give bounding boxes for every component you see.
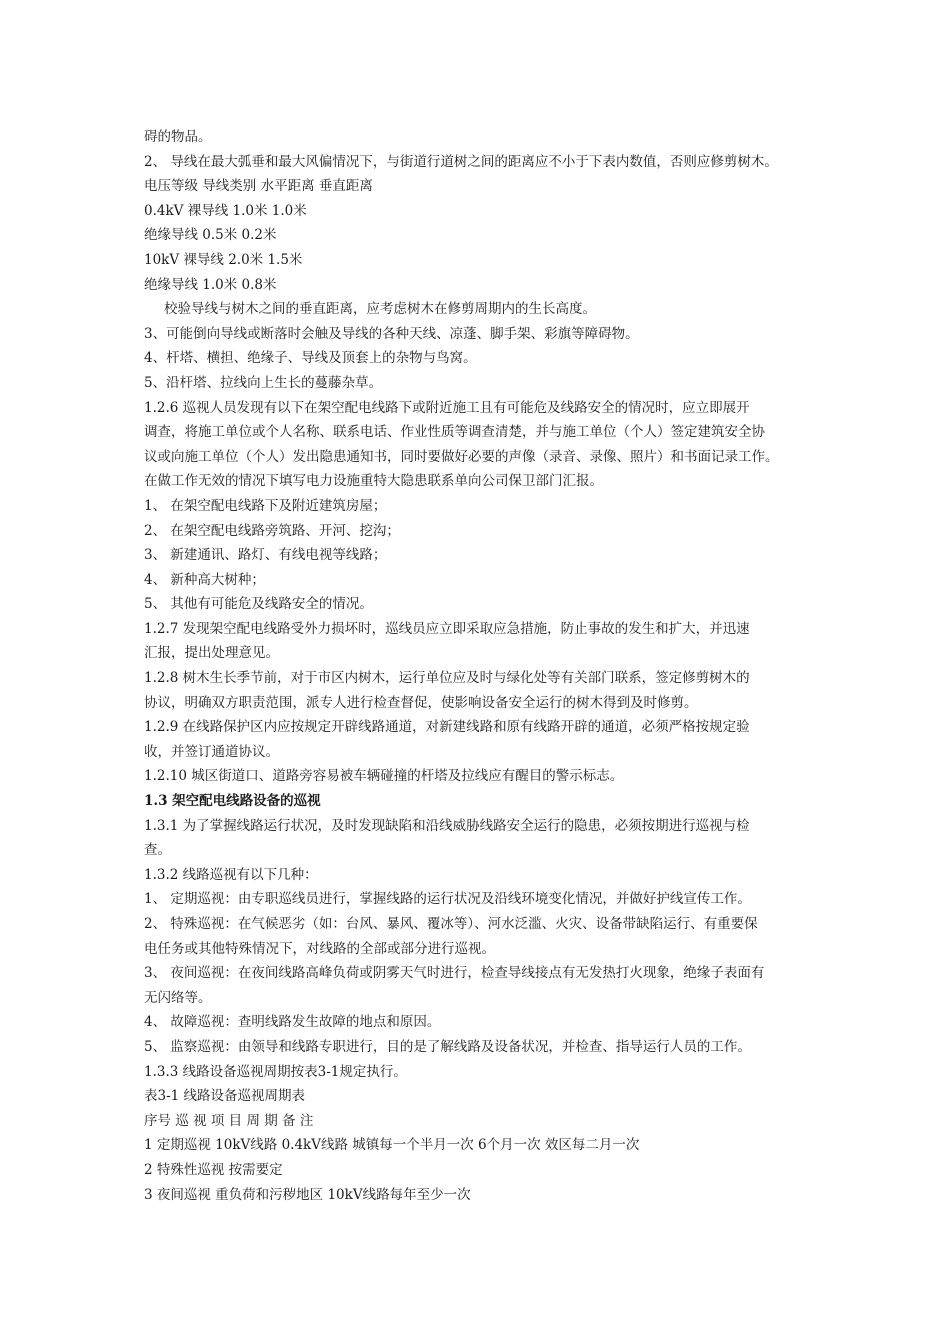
- text-line: 1.3.2 线路巡视有以下几种：: [144, 866, 318, 883]
- text-line: 1、 在架空配电线路下及附近建筑房屋；: [144, 497, 387, 514]
- text-line: 1.2.9 在线路保护区内应按规定开辟线路通道，对新建线路和原有线路开辟的通道，必须严格按规定验: [144, 719, 750, 736]
- text-line: 3、可能倒向导线或断落时会触及导线的各种天线、凉蓬、脚手架、彩旗等障碍物。: [144, 325, 639, 342]
- text-line: 电任务或其他特殊情况下，对线路的全部或部分进行巡视。: [144, 940, 495, 957]
- text-line: 2、 特殊巡视：在气候恶劣（如：台风、暴风、覆冰等）、河水泛滥、火灾、设备带缺陷运行、有重要保: [144, 916, 758, 932]
- document-body: [144, 125, 824, 1207]
- text-line: 4、杆塔、横担、绝缘子、导线及顶套上的杂物与鸟窝。: [144, 350, 477, 367]
- text-line: 无闪络等。: [144, 989, 212, 1006]
- text-line: 1.3.3 线路设备巡视周期按表3-1规定执行。: [144, 1063, 407, 1080]
- text-line: 绝缘导线 1.0米 0.8米: [144, 276, 277, 293]
- text-line: 校验导线与树木之间的垂直距离，应考虑树木在修剪周期内的生长高度。: [164, 301, 596, 318]
- text-line: 议或向施工单位（个人）发出隐患通知书，同时要做好必要的声像（录音、录像、照片）和书面记录工作。: [144, 448, 779, 465]
- text-line: 序号 巡 视 项 目 周 期 备 注: [144, 1112, 314, 1129]
- text-line: 表3-1 线路设备巡视周期表: [144, 1088, 306, 1105]
- text-line: 5、沿杆塔、拉线向上生长的蔓藤杂草。: [144, 374, 383, 391]
- section-heading: 1.3 架空配电线路设备的巡视: [144, 793, 321, 810]
- text-line: 电压等级 导线类别 水平距离 垂直距离: [144, 178, 373, 195]
- text-line: 5、 其他有可能危及线路安全的情况。: [144, 596, 373, 613]
- text-line: 1.2.10 城区街道口、道路旁容易被车辆碰撞的杆塔及拉线应有醒目的警示标志。: [144, 768, 624, 785]
- text-line: 2 特殊性巡视 按需要定: [144, 1161, 283, 1178]
- text-line: 0.4kV 裸导线 1.0米 1.0米: [144, 202, 307, 219]
- text-line: 1.3.1 为了掌握线路运行状况，及时发现缺陷和沿线威胁线路安全运行的隐患，必须按期进行巡视与检: [144, 817, 750, 834]
- text-line: 协议，明确双方职责范围，派专人进行检查督促，使影响设备安全运行的树木得到及时修剪。: [144, 694, 698, 711]
- text-line: 调查，将施工单位或个人名称、联系电话、作业性质等调查清楚，并与施工单位（个人）签定建筑安全协: [144, 424, 765, 441]
- text-line: 3 夜间巡视 重负荷和污秽地区 10kV线路每年至少一次: [144, 1186, 471, 1203]
- text-line: 4、 新种高大树种；: [144, 571, 265, 588]
- text-line: 绝缘导线 0.5米 0.2米: [144, 227, 277, 244]
- text-line: 碍的物品。: [144, 129, 212, 145]
- text-line: 汇报，提出处理意见。: [144, 645, 279, 662]
- text-line: 1、 定期巡视：由专职巡线员进行，掌握线路的运行状况及沿线环境变化情况，并做好护线宣传工作。: [144, 891, 751, 908]
- text-line: 2、 在架空配电线路旁筑路、开河、挖沟；: [144, 522, 400, 539]
- text-line: 查。: [144, 842, 171, 859]
- text-line: 10kV 裸导线 2.0米 1.5米: [144, 251, 303, 268]
- text-line: 1.2.6 巡视人员发现有以下在架空配电线路下或附近施工且有可能危及线路安全的情况时，应立即展开: [144, 399, 750, 416]
- text-line: 3、 夜间巡视：在夜间线路高峰负荷或阴雾天气时进行，检查导线接点有无发热打火现象，绝缘子表面有: [144, 965, 765, 982]
- text-line: 4、 故障巡视：查明线路发生故障的地点和原因。: [144, 1014, 441, 1031]
- text-line: 3、 新建通讯、路灯、有线电视等线路；: [144, 547, 387, 564]
- text-line: 1.2.8 树木生长季节前，对于市区内树木，运行单位应及时与绿化处等有关部门联系，签定修剪树木的: [144, 670, 750, 687]
- text-line: 在做工作无效的情况下填写电力设施重特大隐患联系单向公司保卫部门汇报。: [144, 473, 603, 490]
- text-line: 5、 监察巡视：由领导和线路专职进行，目的是了解线路及设备状况，并检查、指导运行人员的工作。: [144, 1038, 751, 1055]
- text-line: 1 定期巡视 10kV线路 0.4kV线路 城镇每一个半月一次 6个月一次 效区每二月一次: [144, 1137, 640, 1154]
- text-line: 收，并签订通道协议。: [144, 743, 279, 760]
- text-line: 1.2.7 发现架空配电线路受外力损坏时，巡线员应立即采取应急措施，防止事故的发生和扩大，并迅速: [144, 620, 750, 637]
- text-line: 2、 导线在最大弧垂和最大风偏情况下，与街道行道树之间的距离应不小于下表内数值，否则应修剪树木。: [144, 153, 778, 170]
